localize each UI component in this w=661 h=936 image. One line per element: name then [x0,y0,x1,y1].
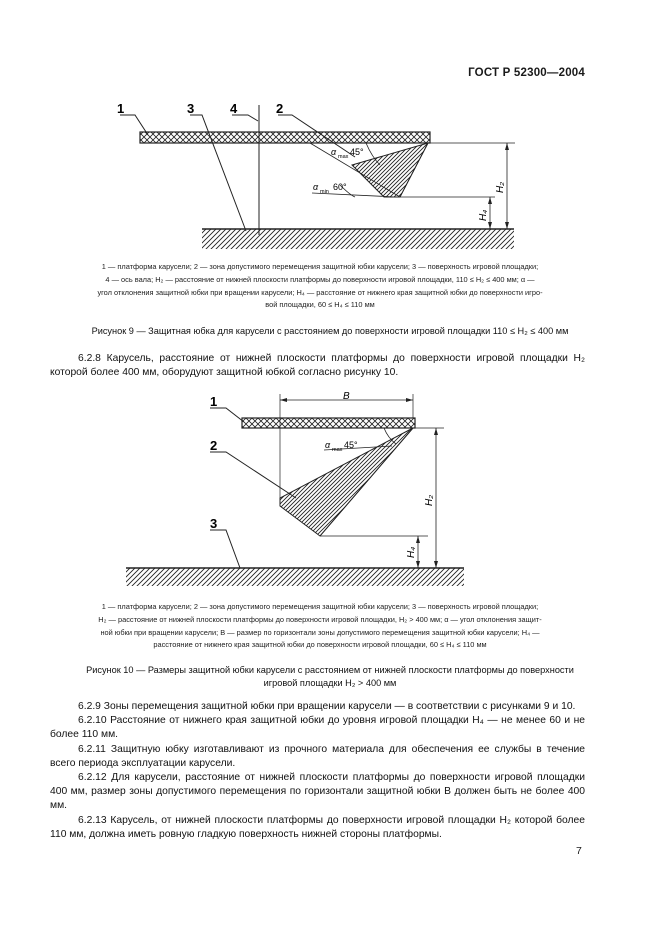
fig10-h4-arrow-top [416,536,420,543]
fig10-h4-label: H₄ [406,546,417,558]
figure-9-legend [50,261,590,312]
figure-10-legend-line: 1 — платформа карусели; 2 — зона допустимого перемещения защитной юбки карусели; 3 — поверхность игровой площадки; [101,602,539,611]
figure-10-legend [50,601,590,652]
fig9-h2-label: H₂ [495,181,506,193]
body-paragraphs [50,700,585,842]
fig9-h4-arrow-bot [488,222,492,229]
fig9-h4-arrow-top [488,197,492,204]
figure-10-caption [50,664,610,690]
figure-9 [0,95,661,255]
fig9-label-1: 1 [117,101,125,116]
fig10-alpha-max-deg: 45° [344,440,358,450]
fig10-leader-3 [210,530,240,568]
paragraph-6-2-9: 6.2.9 Зоны перемещения защитной юбки при вращении карусели — в соответствии с рисунками 9 и 10. [78,701,576,712]
fig10-label-2: 2 [210,438,218,453]
figure-9-legend-line: 4 — ось вала; H₂ — расстояние от нижней плоскости платформы до поверхности игровой площадки, 110 ≤ H₂ ≤ 400 мм; α — [105,274,535,284]
fig9-alpha-max-sub: max [338,154,349,160]
fig10-h2-arrow-top [434,428,438,435]
paragraph-6-2-8 [50,352,585,380]
fig10-h2-label: H₂ [424,494,435,506]
figure-9-caption: Рисунок 9 — Защитная юбка для карусели с расстоянием до поверхности игровой площадки 110 ≤ H₂ ≤ 400 мм [91,326,569,336]
fig9-ground [202,229,514,249]
fig10-h2-arrow-bot [434,561,438,568]
fig10-platform [242,418,415,428]
fig10-leader-2 [210,452,296,498]
fig10-ground [126,568,464,586]
fig10-leader-1 [210,408,244,422]
fig10-label-3: 3 [210,516,218,531]
figure-10-caption-line: игровой площадки H₂ > 400 мм [263,678,397,688]
fig9-label-3: 3 [187,101,195,116]
fig10-b-arrow-right [406,398,413,402]
standard-header: ГОСТ Р 52300—2004 [468,67,585,79]
fig9-alpha-min-deg: 60° [333,182,347,192]
fig9-h2-arrow-top [505,143,509,150]
figure-10 [0,388,661,598]
page-number: 7 [576,845,582,857]
fig9-h2-arrow-bot [505,222,509,229]
fig10-alpha-max-sub: max [332,447,343,453]
fig9-alpha-min-sub: min [320,189,329,195]
figure-10-drawing [0,388,661,598]
paragraph-6-2-11: 6.2.11 Защитную юбку изготавливают из прочного материала для обеспечения ее службы в течение всего периода эксплуатации карусели. [50,743,585,769]
figure-10-caption-line: Рисунок 10 — Размеры защитной юбки карусели с расстоянием от нижней плоскости платформы до поверхности [86,665,574,675]
figure-10-legend-line: расстояние от нижнего края защитной юбки до поверхности игровой площадки, 60 ≤ H₄ ≤ 110 мм [153,640,487,650]
fig10-h4-arrow-bot [416,561,420,568]
fig10-label-1: 1 [210,394,218,409]
figure-9-legend-line: 1 — платформа карусели; 2 — зона допустимого перемещения защитной юбки карусели; 3 — поверхность игровой площадки; [101,262,539,271]
fig9-alpha-min: α [313,182,319,192]
fig9-platform [140,132,430,143]
figure-9-legend-line: вой площадки, 60 ≤ H₄ ≤ 110 мм [265,300,375,310]
fig9-label-4: 4 [230,101,238,116]
fig10-b-arrow-left [280,398,287,402]
paragraph-6-2-12: 6.2.12 Для карусели, расстояние от нижней плоскости платформы до поверхности игровой площадки 400 мм, размер зоны допустимого перемещения по горизонтали защитной юбки B должен быть не более 400 мм. [50,772,585,812]
figure-9-drawing [0,95,661,255]
paragraph-6-2-10: 6.2.10 Расстояние от нижнего края защитной юбки до уровня игровой площадки H₄ — не менее 60 и не более 110 мм. [50,715,585,741]
paragraph-6-2-13: 6.2.13 Карусель, от нижней плоскости платформы до поверхности игровой площадки H₂ которой более 110 мм, должна иметь ровную гладкую поверхность нижней стороны платформы. [50,814,585,840]
figure-10-legend-line: ной юбки при вращении карусели; B — размер по горизонтали зоны допустимого перемещения защитной юбки карусели; H₄ — [100,627,540,637]
figure-10-legend-line: H₂ — расстояние от нижней плоскости платформы до поверхности игровой площадки, H₂ > 400 мм; α — угол отклонения защит- [98,614,542,624]
fig10-b-label: B [343,391,350,402]
figure-9-legend-line: угол отклонения защитной юбки при вращении карусели; H₄ — расстояние от нижнего края защитной юбки до поверхности игро- [97,287,543,297]
fig9-alpha-max: α [331,147,337,157]
fig9-h4-label: H₄ [478,209,489,221]
paragraph-text: 6.2.8 Карусель, расстояние от нижней плоскости платформы до поверхности игровой площадки H₂ которой более 400 мм, оборудуют защитной юбкой согласно рисунку 10. [50,353,585,379]
fig10-alpha-max: α [325,440,331,450]
fig9-label-2: 2 [276,101,284,116]
fig9-alpha-max-deg: 45° [350,147,364,157]
